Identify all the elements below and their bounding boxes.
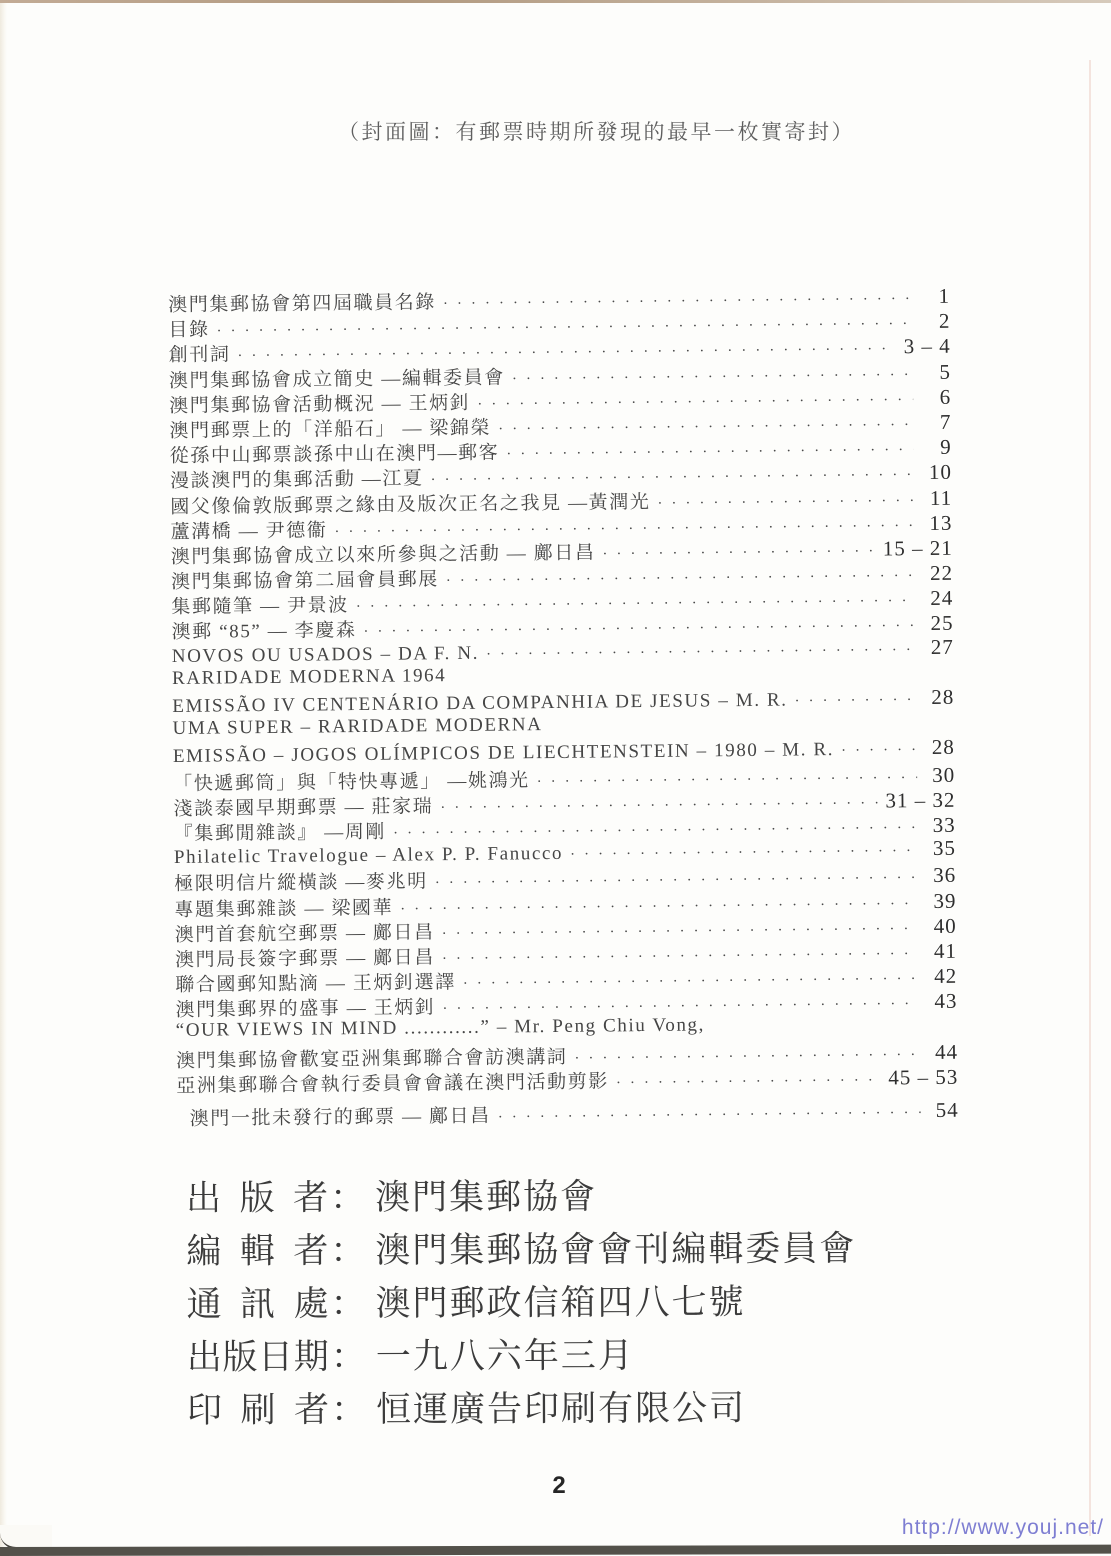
toc-entry-page: 33 xyxy=(932,812,956,837)
toc-entry-title: 聯合國郵知點滴 — 王炳釗選譯 xyxy=(175,972,456,997)
toc-entry-title: 澳門郵票上的「洋船石」 — 梁錦榮 xyxy=(169,417,492,442)
toc-entry-page: 40 xyxy=(933,913,957,938)
toc-entry-title: 蘆溝橋 — 尹德衞 xyxy=(170,520,328,543)
dot-leader xyxy=(795,691,917,710)
toc-entry-title: NOVOS OU USADOS – DA F. N. xyxy=(171,642,480,667)
colophon-label: 編輯者 xyxy=(186,1231,329,1271)
dot-leader xyxy=(841,742,917,761)
toc-entry-title: 澳門集郵協會第二屆會員郵展 xyxy=(170,569,439,594)
colophon-label: 出版日期 xyxy=(186,1337,329,1377)
colophon-colon: ： xyxy=(330,1390,367,1430)
colophon-value: 澳門集郵協會會刊編輯委員會 xyxy=(375,1229,857,1271)
dot-leader xyxy=(574,1046,920,1068)
toc-entry-title: 澳門集郵協會成立簡史 —編輯委員會 xyxy=(168,367,505,392)
toc-entry-page: 45 – 53 xyxy=(888,1064,959,1090)
toc-entry-page: 30 xyxy=(931,762,956,787)
toc-entry-title: Philatelic Travelogue – Alex P. P. Fanucco xyxy=(173,843,564,869)
colophon xyxy=(186,1169,857,1437)
toc-entry-page: 44 xyxy=(934,1039,959,1064)
colophon-label: 通訊處 xyxy=(186,1284,329,1324)
toc-entry-title: 亞洲集郵聯合會執行委員會會議在澳門活動剪影 xyxy=(176,1071,610,1097)
toc-entry-title: 澳門集郵協會成立以來所參與之活動 — 鄺日昌 xyxy=(170,542,596,568)
toc-entry-page: 3 – 4 xyxy=(903,334,951,359)
toc-entry-title: EMISSÃO – JOGOS OLÍMPICOS DE LIECHTENSTEIN – 1980 – M. R. xyxy=(172,739,835,768)
dot-leader xyxy=(498,1104,921,1126)
colophon-colon: ： xyxy=(330,1337,366,1377)
dot-leader xyxy=(657,492,914,513)
toc-entry-page: 54 xyxy=(935,1097,959,1123)
toc-entry-page: 2 xyxy=(938,308,951,334)
toc-entry-title: 澳門集郵協會歡宴亞洲集郵聯合會訪澳講詞 xyxy=(175,1046,568,1072)
toc-entry-page: 15 – 21 xyxy=(882,535,953,561)
toc-entry-title: 淺談泰國早期郵票 — 莊家瑞 xyxy=(173,796,434,820)
colophon-value: 澳門集郵協會 xyxy=(375,1177,598,1218)
toc-entry-title: 創刊詞 xyxy=(168,344,231,367)
toc-entry-title: 澳門集郵協會第四屆職員名錄 xyxy=(168,292,437,316)
toc-entry-title: 『集郵閒雜談』 —周剛 xyxy=(173,821,387,845)
page-corner-curl xyxy=(0,1525,52,1549)
scan-top-edge xyxy=(0,0,1111,3)
toc-entry-page: 22 xyxy=(929,560,954,586)
dot-leader xyxy=(570,842,918,864)
toc-entry-page: 1 xyxy=(938,283,951,308)
colophon-colon: ： xyxy=(330,1178,366,1218)
toc-entry-title: 漫談澳門的集郵活動 —江夏 xyxy=(169,468,424,493)
colophon-value: 一九八六年三月 xyxy=(375,1336,635,1377)
toc-entry-title: 集郵隨筆 — 尹景波 xyxy=(171,595,349,619)
toc-entry-page: 7 xyxy=(939,409,952,434)
toc-entry-page: 27 xyxy=(930,634,954,659)
toc-entry-title: 「快遞郵筒」與「特快專遞」 —姚鴻光 xyxy=(173,769,530,795)
colophon-row xyxy=(187,1381,857,1437)
watermark-url: http://www.youj.net/ xyxy=(901,1516,1104,1539)
toc-entry-page: 42 xyxy=(934,963,958,989)
colophon-row xyxy=(186,1169,856,1225)
page-right-edge-line xyxy=(1089,60,1091,1536)
toc-entry-title: 澳門一批未發行的郵票 — 鄺日昌 xyxy=(189,1105,491,1130)
toc-entry-page: 11 xyxy=(929,485,953,510)
toc-entry-page: 41 xyxy=(933,938,958,963)
toc-entry-page: 10 xyxy=(928,460,953,485)
dot-leader xyxy=(602,542,874,563)
toc-entry-title: 從孫中山郵票談孫中山在澳門—郵客 xyxy=(169,442,500,468)
toc-entry-title: 澳門局長簽字郵票 — 鄺日昌 xyxy=(174,947,436,971)
toc-entry-page: 9 xyxy=(940,434,952,460)
toc-entry xyxy=(177,1096,959,1129)
toc-entry-page: 43 xyxy=(934,989,958,1014)
toc-entry-page: 36 xyxy=(933,863,957,888)
toc-entry-title: 澳門集郵界的盛事 — 王炳釗 xyxy=(175,997,436,1022)
colophon-colon: ： xyxy=(330,1284,366,1324)
colophon-value: 澳門郵政信箱四八七號 xyxy=(375,1282,746,1324)
toc-list xyxy=(168,282,959,1129)
toc-entry-title: 目錄 xyxy=(168,319,210,342)
dot-leader xyxy=(616,1071,881,1092)
toc-entry-page: 31 – 32 xyxy=(885,787,956,813)
toc-entry-title: EMISSÃO IV CENTENÁRIO DA COMPANHIA DE JESUS – M. R. xyxy=(172,689,788,717)
colophon-value: 恒運廣告印刷有限公司 xyxy=(375,1388,747,1430)
toc-entry-page: 28 xyxy=(931,684,955,710)
toc-entry-title: 澳郵 “85” — 李慶森 xyxy=(171,620,357,644)
toc-entry-title: 專題集郵雜談 — 梁國華 xyxy=(174,897,394,921)
toc-entry-page: 35 xyxy=(932,835,957,861)
toc-entry-title: 澳門集郵協會活動概況 — 王炳釗 xyxy=(169,392,471,417)
toc-entry-title: 國父像倫敦版郵票之緣由及版次正名之我見 —黃潤光 xyxy=(170,491,651,518)
toc-entry-title: RARIDADE MODERNA 1964 xyxy=(171,664,447,689)
toc-entry-title: 極限明信片縱橫談 —麥兆明 xyxy=(174,871,428,896)
colophon-label: 印刷者 xyxy=(186,1390,330,1430)
toc-entry-page: 39 xyxy=(933,888,957,913)
colophon-row xyxy=(186,1275,856,1331)
page-number: 2 xyxy=(552,1472,566,1499)
toc-entry-page: 5 xyxy=(939,359,952,384)
scan-left-edge xyxy=(0,3,7,1547)
toc-entry-title: 澳門首套航空郵票 — 鄺日昌 xyxy=(174,921,435,946)
toc-entry-page: 25 xyxy=(930,611,954,636)
colophon-label: 出版者 xyxy=(186,1178,329,1218)
toc-entry-page: 6 xyxy=(939,384,952,409)
colophon-row xyxy=(187,1328,857,1384)
toc-entry-page: 13 xyxy=(929,510,953,535)
toc-entry-title: “OUR VIEWS IN MIND ............” – Mr. Peng Chiu Vong, xyxy=(175,1014,706,1042)
scan-bottom-edge xyxy=(0,1545,1111,1556)
cover-image-caption: （封面圖：有郵票時期所發現的最早一枚實寄封） xyxy=(338,121,855,144)
toc-entry-title: UMA SUPER – RARIDADE MODERNA xyxy=(172,714,543,740)
toc-entry-page: 24 xyxy=(930,586,954,611)
toc-entry-page: 28 xyxy=(931,735,955,760)
colophon-colon: ： xyxy=(330,1231,366,1271)
colophon-row xyxy=(186,1222,856,1278)
